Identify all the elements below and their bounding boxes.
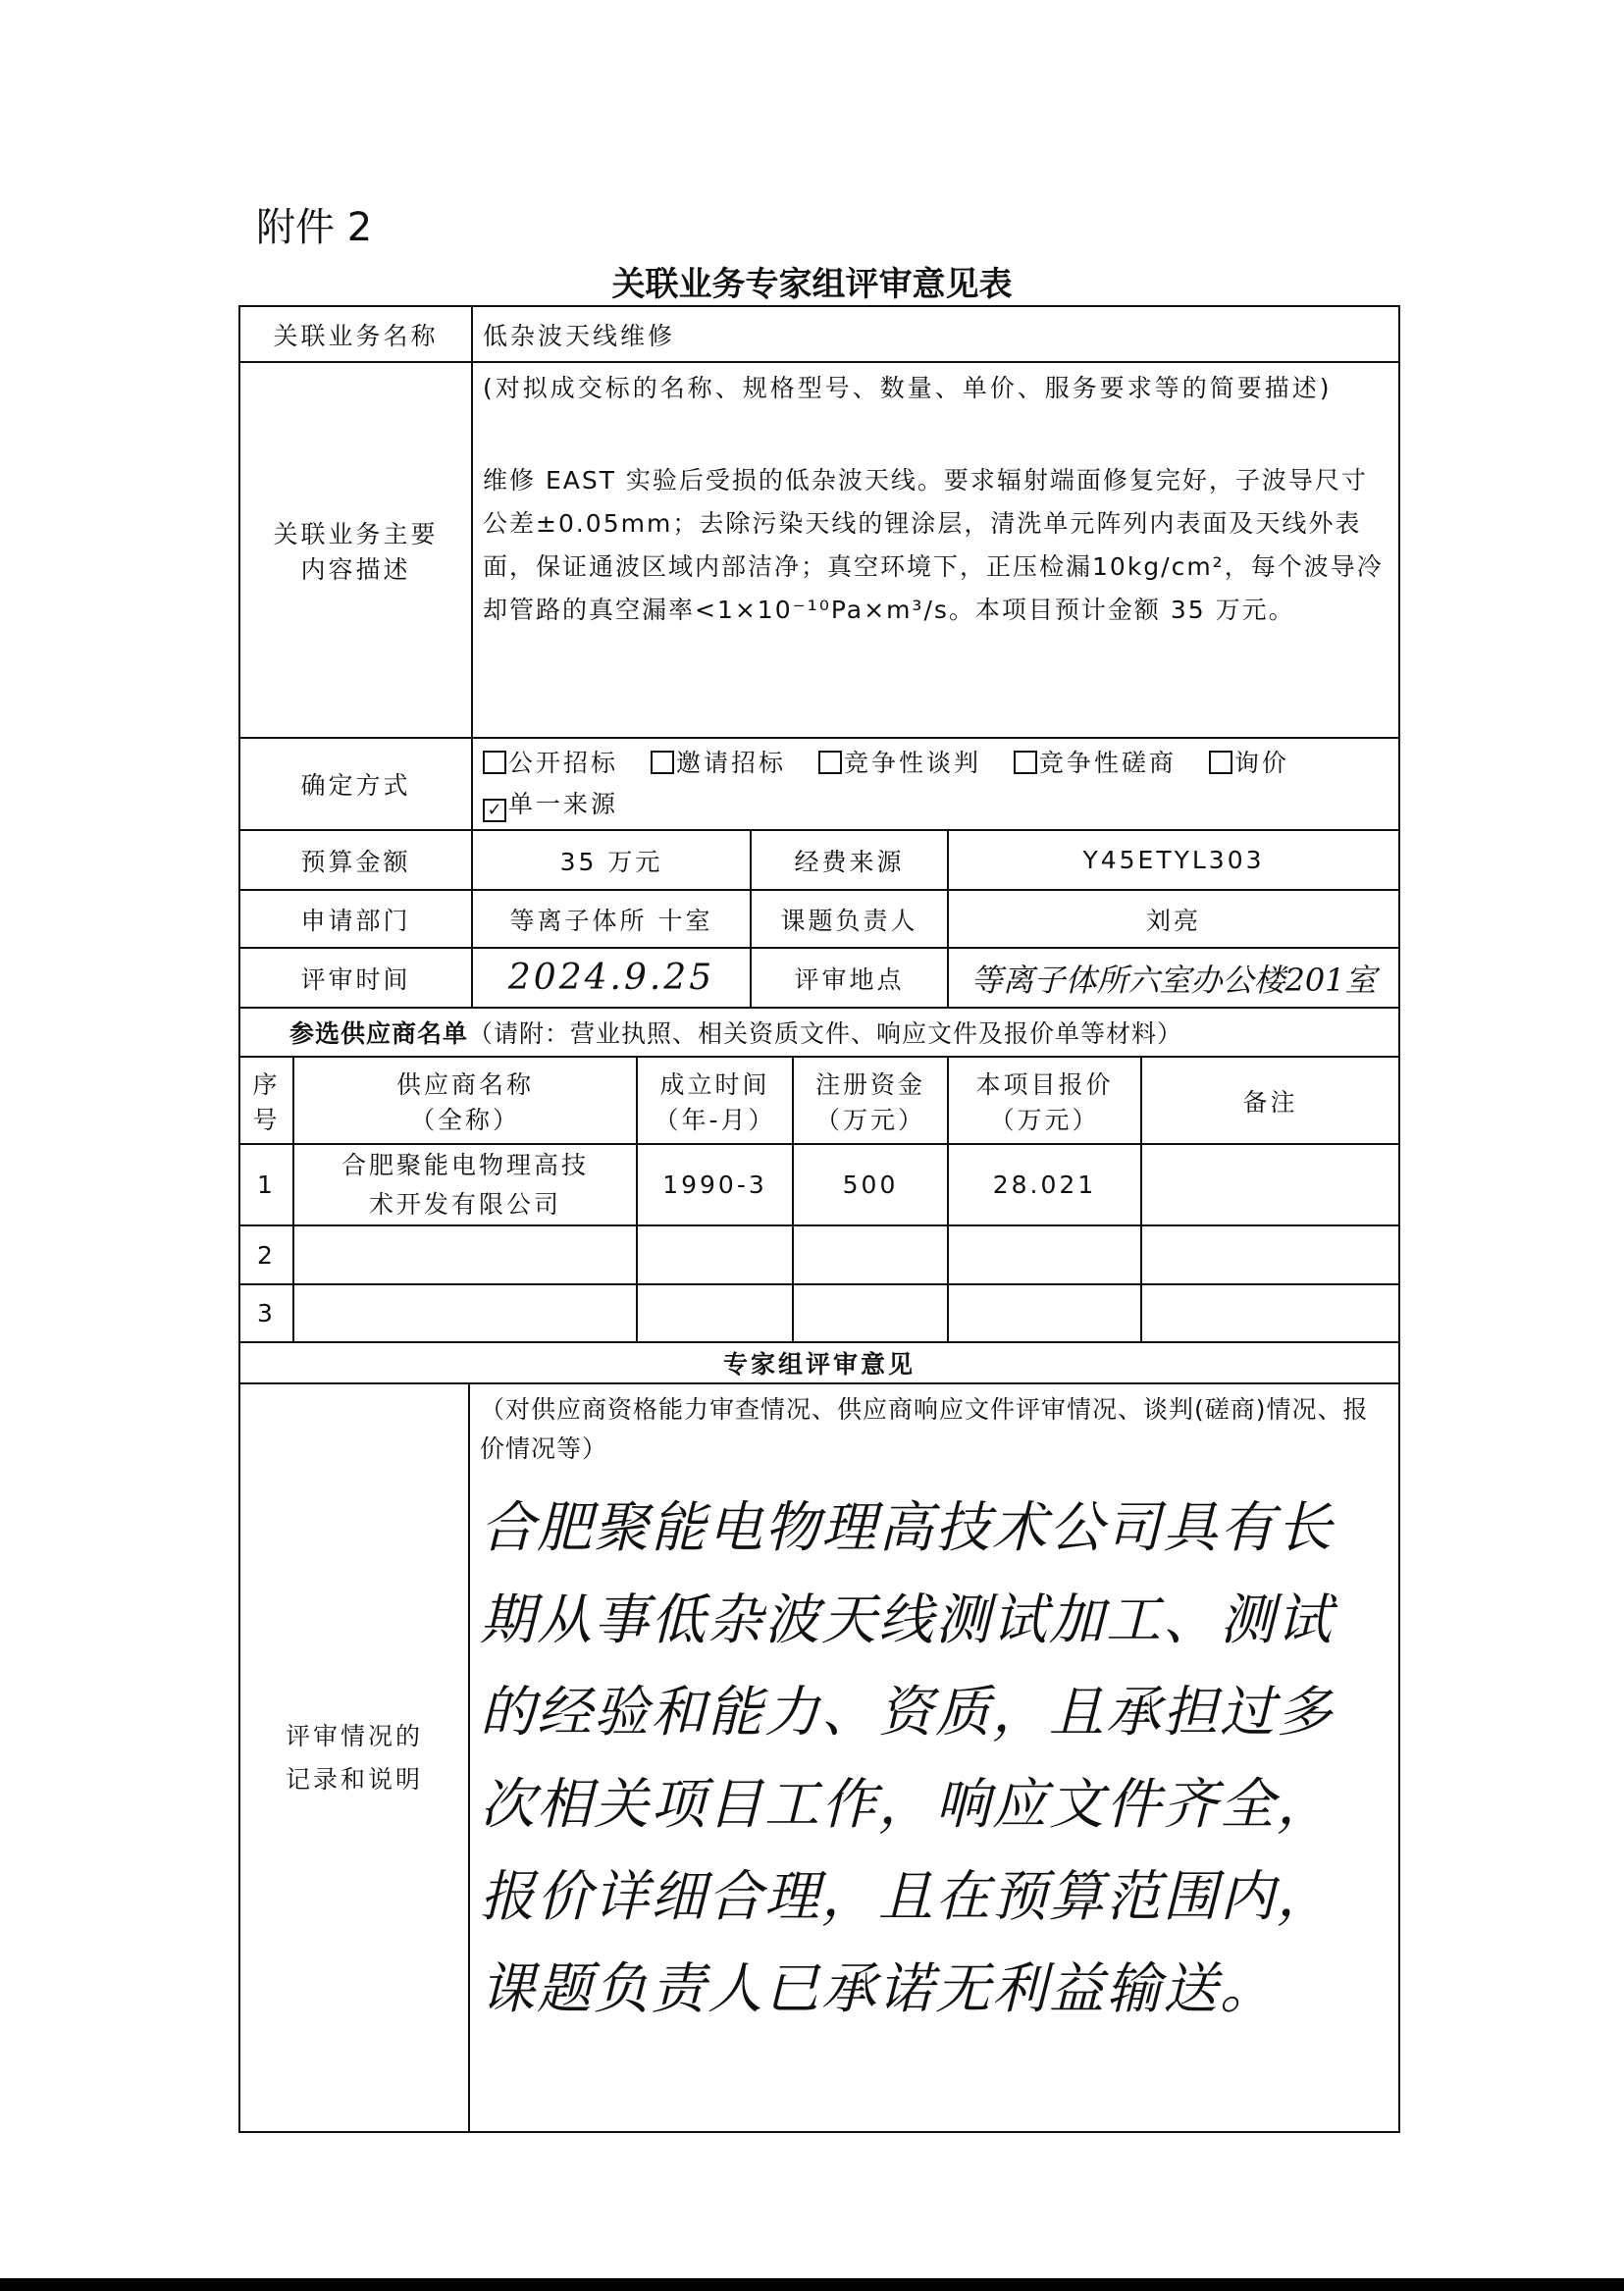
col-quote: 本项目报价（万元） [948,1057,1141,1144]
cell-name: 合肥聚能电物理高技术开发有限公司 [293,1144,637,1225]
pi-label: 课题负责人 [751,890,948,948]
cell-remark [1141,1144,1399,1225]
form-title: 关联业务专家组评审意见表 [611,265,1013,304]
opinion-table [238,1341,1400,2133]
method-option-negotiation[interactable]: 竞争性谈判 [818,749,981,777]
scan-edge [0,2278,1624,2291]
checkbox-icon[interactable] [818,751,842,774]
cell-remark [1141,1225,1399,1284]
opinion-heading: 专家组评审意见 [239,1342,1399,1383]
row-review-time [239,948,1399,1008]
review-place-label: 评审地点 [751,948,948,1008]
cell-quote [948,1284,1141,1342]
row-department [239,890,1399,948]
opinion-handwritten: 合肥聚能电物理高技术公司具有长期从事低杂波天线测试加工、测试的经验和能力、资质，且承担过多次相关项目工作，响应文件齐全，报价详细合理，且在预算范围内，课题负责人已承诺无利益输送。 [480,1496,1334,2021]
department-label: 申请部门 [239,890,472,948]
col-name: 供应商名称（全称） [293,1057,637,1144]
review-time-value: 2024.9.25 [472,948,751,1008]
cell-founded [637,1284,793,1342]
table-row [239,1144,1399,1225]
suppliers-heading-note: （请附：营业执照、相关资质文件、响应文件及报价单等材料） [468,1019,1183,1048]
cell-quote: 28.021 [948,1144,1141,1225]
cell-capital [793,1284,948,1342]
budget-label: 预算金额 [239,830,472,890]
row-method [239,738,1399,830]
description-hint: (对拟成交标的名称、规格型号、数量、单价、服务要求等的简要描述) [483,374,1333,402]
review-place-value: 等离子体所六室办公楼201室 [948,948,1399,1008]
opinion-heading-row [239,1342,1399,1383]
cell-founded: 1990-3 [637,1144,793,1225]
fund-source-value: Y45ETYL303 [948,830,1399,890]
method-option-open-tender[interactable]: 公开招标 [483,749,618,777]
method-option-consultation[interactable]: 竞争性磋商 [1014,749,1177,777]
cell-no: 1 [239,1144,293,1225]
col-no: 序号 [239,1057,293,1144]
info-table [238,305,1400,1058]
checked-checkbox-icon[interactable]: ✓ [483,799,506,822]
cell-name [293,1284,637,1342]
department-value: 等离子体所 十室 [472,890,751,948]
checkbox-icon[interactable] [1014,751,1037,774]
pi-value: 刘亮 [948,890,1399,948]
method-option-single-source[interactable]: ✓ 单一来源 [483,790,618,818]
row-suppliers-heading [239,1008,1399,1057]
method-option-invited-tender[interactable]: 邀请招标 [651,749,786,777]
method-option-inquiry[interactable]: 询价 [1209,749,1289,777]
row-business-name [239,306,1399,362]
method-label: 确定方式 [239,738,472,830]
opinion-row [239,1383,1399,2132]
review-form [238,305,1400,2133]
budget-value: 35 万元 [472,830,751,890]
row-budget [239,830,1399,890]
cell-quote [948,1225,1141,1284]
checkbox-icon[interactable] [483,751,506,774]
cell-no: 2 [239,1225,293,1284]
attachment-label: 附件 2 [256,205,373,250]
col-founded: 成立时间（年-月） [637,1057,793,1144]
review-time-label: 评审时间 [239,948,472,1008]
opinion-hint: （对供应商资格能力审查情况、供应商响应文件评审情况、谈判(磋商)情况、报价情况等） [480,1395,1369,1463]
row-description [239,362,1399,738]
business-name-value: 低杂波天线维修 [472,306,1399,362]
col-capital: 注册资金（万元） [793,1057,948,1144]
description-label: 关联业务主要内容描述 [239,362,472,738]
suppliers-table [238,1056,1400,1343]
cell-remark [1141,1284,1399,1342]
table-row [239,1225,1399,1284]
cell-no: 3 [239,1284,293,1342]
opinion-label: 评审情况的记录和说明 [239,1383,469,2132]
suppliers-header-row [239,1057,1399,1144]
cell-capital: 500 [793,1144,948,1225]
suppliers-heading: 参选供应商名单 [289,1019,469,1048]
checkbox-icon[interactable] [1209,751,1232,774]
col-remark: 备注 [1141,1057,1399,1144]
description-body: 维修 EAST 实验后受损的低杂波天线。要求辐射端面修复完好，子波导尺寸公差±0.05mm；去除污染天线的锂涂层，清洗单元阵列内表面及天线外表面，保证通波区域内部洁净；真空环境下，正压检漏10kg/cm²，每个波导冷却管路的真空漏率<1×10⁻¹⁰Pa×m³/s。本项目预计金额 35 万元。 [483,466,1384,624]
table-row [239,1284,1399,1342]
checkbox-icon[interactable] [651,751,674,774]
fund-source-label: 经费来源 [751,830,948,890]
business-name-label: 关联业务名称 [239,306,472,362]
cell-capital [793,1225,948,1284]
cell-name [293,1225,637,1284]
cell-founded [637,1225,793,1284]
